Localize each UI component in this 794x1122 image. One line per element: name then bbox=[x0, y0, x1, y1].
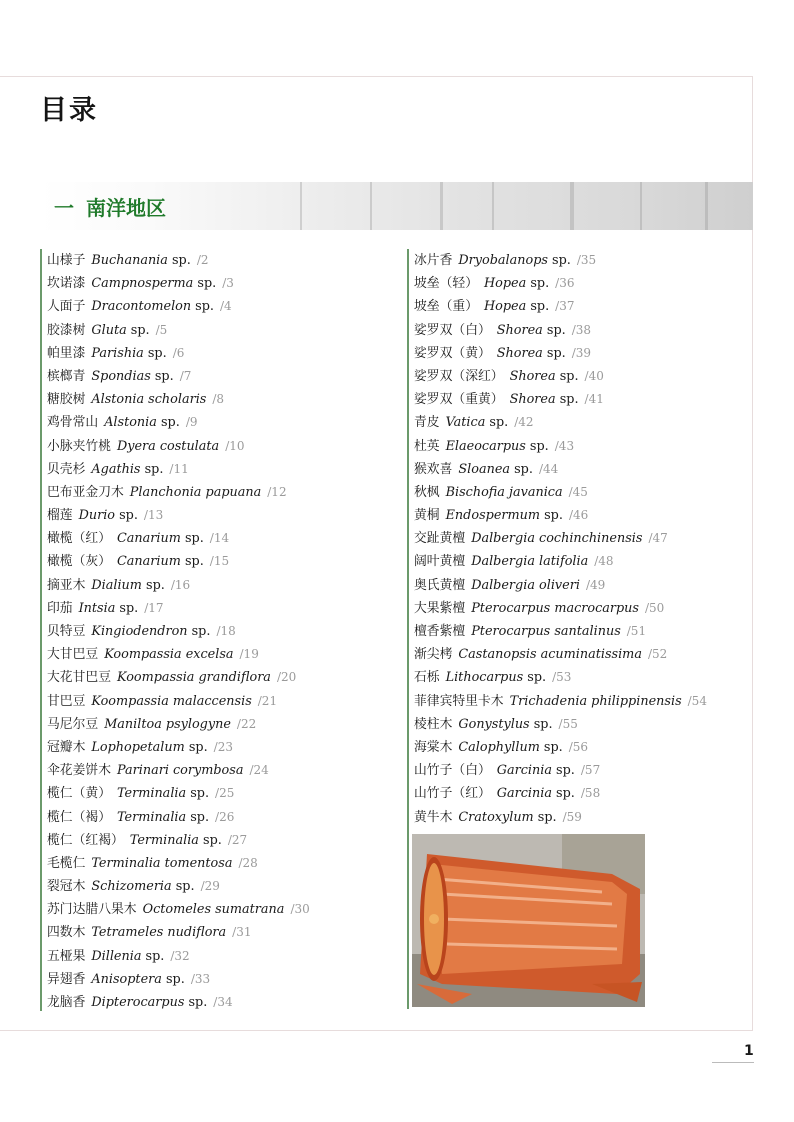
page-title: 目录 bbox=[40, 95, 98, 126]
toc-entry[interactable] bbox=[407, 782, 707, 805]
species-scientific-name: Agathis bbox=[91, 461, 141, 477]
species-suffix: sp. bbox=[551, 763, 575, 779]
species-chinese-name: 菲律宾特里卡木 bbox=[414, 693, 504, 709]
species-suffix: sp. bbox=[143, 345, 167, 361]
toc-entry[interactable] bbox=[40, 945, 310, 968]
species-chinese-name: 马尼尔豆 bbox=[47, 716, 99, 732]
species-suffix: sp. bbox=[551, 786, 575, 802]
page-reference: /6 bbox=[172, 345, 185, 360]
species-suffix: sp. bbox=[156, 415, 180, 431]
section-title: 南洋地区 bbox=[86, 196, 166, 220]
species-chinese-name: 坎诺漆 bbox=[47, 276, 86, 292]
species-scientific-name: Dalbergia oliveri bbox=[471, 577, 580, 593]
species-chinese-name: 毛榄仁 bbox=[47, 855, 86, 871]
toc-entry[interactable] bbox=[40, 342, 310, 365]
page-reference: /44 bbox=[538, 461, 559, 476]
species-scientific-name: Canarium bbox=[116, 554, 181, 570]
page-reference: /47 bbox=[648, 531, 668, 546]
species-suffix: sp. bbox=[547, 253, 571, 268]
species-suffix: sp. bbox=[141, 577, 165, 593]
toc-entry[interactable] bbox=[40, 574, 310, 597]
species-suffix: sp. bbox=[191, 299, 215, 315]
species-scientific-name: Campnosperma bbox=[91, 276, 194, 292]
species-scientific-name: Buchanania bbox=[91, 253, 168, 268]
species-chinese-name: 摘亚木 bbox=[47, 577, 86, 593]
page-reference: /39 bbox=[571, 345, 592, 360]
species-scientific-name: Shorea bbox=[509, 392, 556, 408]
species-chinese-name: 人面子 bbox=[47, 299, 86, 315]
species-chinese-name: 檀香紫檀 bbox=[414, 624, 466, 639]
species-scientific-name: Alstonia bbox=[104, 415, 157, 431]
page-number: 1 bbox=[744, 1043, 754, 1059]
species-scientific-name: Dyera costulata bbox=[116, 438, 220, 454]
page-reference: /9 bbox=[185, 415, 198, 430]
species-suffix: sp. bbox=[167, 253, 191, 268]
species-chinese-name: 交趾黄檀 bbox=[414, 531, 466, 547]
page-reference: /3 bbox=[222, 276, 234, 291]
species-scientific-name: Terminalia bbox=[116, 809, 187, 825]
species-scientific-name: Kingiodendron bbox=[91, 624, 188, 639]
species-suffix: sp. bbox=[523, 670, 547, 686]
species-scientific-name: Intsia bbox=[78, 600, 116, 616]
toc-left-column bbox=[40, 249, 310, 1014]
page-reference: /25 bbox=[215, 786, 235, 801]
toc-entry[interactable] bbox=[40, 782, 310, 805]
species-scientific-name: Castanopsis acuminatissima bbox=[458, 647, 642, 663]
page-reference: /30 bbox=[290, 902, 310, 917]
species-suffix: sp. bbox=[539, 739, 563, 755]
toc-entry[interactable] bbox=[40, 319, 310, 342]
species-chinese-name: 青皮 bbox=[414, 415, 440, 431]
page-reference: /24 bbox=[249, 763, 269, 778]
species-chinese-name: 奥氏黄檀 bbox=[414, 577, 466, 593]
toc-entry[interactable] bbox=[407, 481, 707, 504]
species-chinese-name: 冠瓣木 bbox=[47, 739, 86, 755]
species-suffix: sp. bbox=[180, 554, 204, 570]
toc-entry[interactable] bbox=[40, 806, 310, 829]
species-scientific-name: Schizomeria bbox=[91, 879, 172, 895]
page-reference: /2 bbox=[196, 253, 209, 267]
species-suffix: sp. bbox=[187, 624, 211, 639]
species-scientific-name: Dipterocarpus bbox=[91, 995, 185, 1010]
species-suffix: sp. bbox=[525, 438, 549, 454]
species-scientific-name: Octomeles sumatrana bbox=[142, 902, 285, 918]
species-scientific-name: Koompassia malaccensis bbox=[91, 693, 252, 709]
species-chinese-name: 甘巴豆 bbox=[47, 693, 86, 709]
species-chinese-name: 贝特豆 bbox=[47, 624, 86, 639]
species-suffix: sp. bbox=[115, 508, 138, 524]
species-scientific-name: Dracontomelon bbox=[91, 299, 192, 315]
toc-entry[interactable] bbox=[40, 666, 310, 689]
species-suffix: sp. bbox=[141, 948, 165, 964]
toc-entry[interactable] bbox=[407, 597, 707, 620]
species-chinese-name: 榄仁（红褐） bbox=[47, 832, 124, 848]
page-reference: /53 bbox=[552, 670, 572, 685]
page-reference: /51 bbox=[626, 624, 647, 638]
toc-entry[interactable] bbox=[40, 736, 310, 759]
toc-entry[interactable] bbox=[407, 550, 707, 573]
species-chinese-name: 橄榄（红） bbox=[47, 531, 111, 547]
species-chinese-name: 榄仁（褐） bbox=[47, 809, 111, 825]
species-chinese-name: 杜英 bbox=[414, 438, 440, 454]
species-chinese-name: 坡垒（轻） bbox=[414, 276, 478, 292]
species-suffix: sp. bbox=[510, 461, 533, 477]
species-suffix: sp. bbox=[161, 971, 185, 987]
toc-entry[interactable] bbox=[407, 643, 707, 666]
page-reference: /33 bbox=[190, 971, 211, 986]
species-chinese-name: 榴莲 bbox=[47, 508, 73, 524]
species-chinese-name: 榄仁（黄） bbox=[47, 786, 111, 802]
species-suffix: sp. bbox=[186, 786, 210, 802]
page-reference: /29 bbox=[200, 879, 220, 894]
toc-entry[interactable] bbox=[407, 736, 707, 759]
species-scientific-name: Tetrameles nudiflora bbox=[91, 925, 227, 941]
toc-entry[interactable] bbox=[407, 806, 707, 829]
page-reference: /52 bbox=[647, 647, 668, 662]
page-reference: /48 bbox=[594, 554, 614, 569]
page-reference: /41 bbox=[584, 392, 604, 407]
toc-entry[interactable] bbox=[40, 759, 310, 782]
page-reference: /55 bbox=[558, 716, 578, 731]
species-suffix: sp. bbox=[542, 322, 566, 338]
page-reference: /32 bbox=[170, 948, 190, 963]
species-suffix: sp. bbox=[540, 508, 563, 524]
species-scientific-name: Cratoxylum bbox=[458, 809, 534, 825]
species-scientific-name: Dalbergia cochinchinensis bbox=[471, 531, 643, 547]
species-scientific-name: Koompassia excelsa bbox=[104, 647, 234, 663]
toc-entry[interactable] bbox=[407, 504, 707, 527]
page-reference: /13 bbox=[143, 508, 164, 523]
species-chinese-name: 异翅香 bbox=[47, 971, 86, 987]
toc-entry[interactable] bbox=[407, 527, 707, 550]
toc-entry[interactable] bbox=[407, 574, 707, 597]
section-heading bbox=[54, 192, 166, 221]
species-chinese-name: 海棠木 bbox=[414, 739, 453, 755]
toc-entry[interactable] bbox=[40, 388, 310, 411]
species-chinese-name: 娑罗双（重黄） bbox=[414, 392, 504, 408]
species-scientific-name: Maniltoa psylogyne bbox=[104, 716, 231, 732]
page-reference: /4 bbox=[220, 299, 232, 314]
page-reference: /38 bbox=[571, 322, 592, 337]
species-scientific-name: Pterocarpus santalinus bbox=[471, 624, 621, 639]
species-scientific-name: Spondias bbox=[91, 368, 151, 384]
page-reference: /58 bbox=[580, 786, 601, 801]
species-chinese-name: 秋枫 bbox=[414, 484, 440, 500]
species-chinese-name: 娑罗双（白） bbox=[414, 322, 491, 338]
toc-entry[interactable] bbox=[407, 458, 707, 481]
page-reference: /8 bbox=[212, 392, 225, 407]
page-reference: /10 bbox=[225, 438, 245, 453]
species-chinese-name: 山様子 bbox=[47, 253, 86, 268]
page-reference: /20 bbox=[276, 670, 297, 685]
species-chinese-name: 大甘巴豆 bbox=[47, 647, 99, 663]
species-suffix: sp. bbox=[485, 415, 509, 431]
species-chinese-name: 大花甘巴豆 bbox=[47, 670, 111, 686]
species-chinese-name: 石栎 bbox=[414, 670, 440, 686]
toc-entry[interactable] bbox=[40, 968, 310, 991]
species-scientific-name: Garcinia bbox=[496, 763, 552, 779]
species-chinese-name: 橄榄（灰） bbox=[47, 554, 111, 570]
species-scientific-name: Dalbergia latifolia bbox=[471, 554, 589, 570]
toc-entry[interactable] bbox=[40, 597, 310, 620]
toc-entry[interactable] bbox=[40, 620, 310, 643]
species-scientific-name: Hopea bbox=[483, 276, 527, 292]
page-reference: /11 bbox=[169, 461, 189, 476]
page-reference: /35 bbox=[576, 253, 597, 267]
page-reference: /16 bbox=[170, 577, 191, 592]
species-chinese-name: 小脉夹竹桃 bbox=[47, 438, 111, 454]
toc-entry[interactable] bbox=[407, 759, 707, 782]
species-scientific-name: Koompassia grandiflora bbox=[116, 670, 271, 686]
toc-entry[interactable] bbox=[407, 411, 707, 434]
toc-entry[interactable] bbox=[40, 898, 310, 921]
species-chinese-name: 贝壳杉 bbox=[47, 461, 86, 477]
species-chinese-name: 阔叶黄檀 bbox=[414, 554, 466, 570]
species-scientific-name: Dillenia bbox=[91, 948, 142, 964]
section-number: 一 bbox=[54, 196, 74, 220]
page-reference: /50 bbox=[644, 600, 665, 615]
species-suffix: sp. bbox=[542, 345, 566, 361]
page-reference: /27 bbox=[227, 832, 248, 847]
toc-entry[interactable] bbox=[407, 666, 707, 689]
species-chinese-name: 山竹子（红） bbox=[414, 786, 491, 802]
page-reference: /15 bbox=[209, 554, 230, 569]
page-reference: /31 bbox=[232, 925, 252, 940]
toc-entry[interactable] bbox=[407, 272, 707, 295]
species-scientific-name: Durio bbox=[78, 508, 116, 524]
species-scientific-name: Parinari corymbosa bbox=[116, 763, 244, 779]
toc-entry[interactable] bbox=[40, 690, 310, 713]
toc-entry[interactable] bbox=[407, 620, 707, 643]
page-reference: /5 bbox=[155, 322, 168, 337]
species-scientific-name: Lophopetalum bbox=[91, 739, 185, 755]
species-scientific-name: Gonystylus bbox=[458, 716, 530, 732]
species-chinese-name: 猴欢喜 bbox=[414, 461, 453, 477]
species-suffix: sp. bbox=[171, 879, 195, 895]
toc-entry[interactable] bbox=[407, 365, 707, 388]
species-chinese-name: 冰片香 bbox=[414, 253, 453, 268]
page-reference: /36 bbox=[555, 276, 575, 291]
toc-entry[interactable] bbox=[40, 249, 310, 272]
toc-entry[interactable] bbox=[407, 319, 707, 342]
species-suffix: sp. bbox=[150, 368, 174, 384]
species-scientific-name: Canarium bbox=[116, 531, 181, 547]
toc-entry[interactable] bbox=[407, 249, 707, 272]
species-scientific-name: Sloanea bbox=[458, 461, 511, 477]
species-chinese-name: 娑罗双（黄） bbox=[414, 345, 491, 361]
toc-entry[interactable] bbox=[40, 852, 310, 875]
species-chinese-name: 山竹子（白） bbox=[414, 763, 491, 779]
species-suffix: sp. bbox=[184, 995, 208, 1010]
species-scientific-name: Planchonia papuana bbox=[129, 484, 262, 500]
toc-entry[interactable] bbox=[407, 435, 707, 458]
page-reference: /28 bbox=[238, 855, 258, 870]
species-suffix: sp. bbox=[555, 368, 579, 384]
species-suffix: sp. bbox=[126, 322, 150, 338]
page-reference: /56 bbox=[568, 739, 589, 754]
species-chinese-name: 帕里漆 bbox=[47, 345, 86, 361]
species-scientific-name: Parishia bbox=[91, 345, 144, 361]
species-suffix: sp. bbox=[526, 299, 550, 315]
species-chinese-name: 四数木 bbox=[47, 925, 86, 941]
toc-entry[interactable] bbox=[40, 272, 310, 295]
page-reference: /45 bbox=[568, 484, 588, 499]
species-scientific-name: Shorea bbox=[496, 345, 543, 361]
toc-entry[interactable] bbox=[40, 481, 310, 504]
toc-entry[interactable] bbox=[40, 991, 310, 1014]
toc-entry[interactable] bbox=[407, 690, 707, 713]
page-reference: /42 bbox=[514, 415, 534, 430]
page-reference: /22 bbox=[236, 716, 257, 731]
page-reference: /49 bbox=[585, 577, 606, 592]
species-chinese-name: 裂冠木 bbox=[47, 879, 86, 895]
toc-entry[interactable] bbox=[40, 458, 310, 481]
species-scientific-name: Terminalia bbox=[129, 832, 199, 848]
page-reference: /26 bbox=[215, 809, 235, 824]
species-scientific-name: Hopea bbox=[483, 299, 527, 315]
toc-entry[interactable] bbox=[40, 435, 310, 458]
species-chinese-name: 大果紫檀 bbox=[414, 600, 466, 616]
species-suffix: sp. bbox=[180, 531, 204, 547]
toc-entry[interactable] bbox=[40, 921, 310, 944]
species-suffix: sp. bbox=[115, 600, 139, 616]
page-reference: /19 bbox=[239, 647, 259, 662]
log-photo bbox=[412, 834, 645, 1007]
species-chinese-name: 苏门达腊八果木 bbox=[47, 902, 137, 918]
species-scientific-name: Dryobalanops bbox=[458, 253, 548, 268]
species-scientific-name: Alstonia scholaris bbox=[91, 392, 207, 408]
species-chinese-name: 胶漆树 bbox=[47, 322, 86, 338]
species-chinese-name: 伞花姜饼木 bbox=[47, 763, 111, 779]
toc-entry[interactable] bbox=[40, 527, 310, 550]
page-reference: /43 bbox=[554, 438, 575, 453]
species-scientific-name: Terminalia tomentosa bbox=[91, 855, 233, 871]
species-chinese-name: 棱柱木 bbox=[414, 716, 453, 732]
species-chinese-name: 五桠果 bbox=[47, 948, 86, 964]
page-reference: /59 bbox=[562, 809, 582, 824]
species-scientific-name: Calophyllum bbox=[458, 739, 540, 755]
page-number-rule bbox=[712, 1062, 754, 1063]
species-suffix: sp. bbox=[193, 276, 217, 292]
page-reference: /34 bbox=[213, 995, 233, 1009]
species-scientific-name: Endospermum bbox=[445, 508, 541, 524]
species-suffix: sp. bbox=[184, 739, 208, 755]
species-scientific-name: Shorea bbox=[509, 368, 556, 384]
toc-entry[interactable] bbox=[40, 411, 310, 434]
species-suffix: sp. bbox=[526, 276, 550, 292]
species-scientific-name: Vatica bbox=[445, 415, 486, 431]
species-chinese-name: 印茄 bbox=[47, 600, 73, 616]
page-reference: /7 bbox=[179, 368, 192, 383]
species-chinese-name: 巴布亚金刀木 bbox=[47, 484, 124, 500]
toc-entry[interactable] bbox=[40, 295, 310, 318]
species-scientific-name: Bischofia javanica bbox=[445, 484, 563, 500]
toc-entry[interactable] bbox=[40, 875, 310, 898]
species-scientific-name: Anisoptera bbox=[91, 971, 162, 987]
species-chinese-name: 娑罗双（深红） bbox=[414, 368, 504, 384]
species-suffix: sp. bbox=[529, 716, 553, 732]
toc-entry[interactable] bbox=[407, 295, 707, 318]
species-scientific-name: Pterocarpus macrocarpus bbox=[471, 600, 639, 616]
page-reference: /21 bbox=[257, 693, 278, 708]
toc-entry[interactable] bbox=[40, 504, 310, 527]
toc-entry[interactable] bbox=[40, 829, 310, 852]
page-reference: /40 bbox=[584, 368, 604, 383]
species-chinese-name: 渐尖栲 bbox=[414, 647, 453, 663]
toc-right-column bbox=[407, 249, 707, 829]
species-chinese-name: 黄桐 bbox=[414, 508, 440, 524]
species-suffix: sp. bbox=[186, 809, 210, 825]
species-scientific-name: Terminalia bbox=[116, 786, 187, 802]
species-scientific-name: Shorea bbox=[496, 322, 543, 338]
species-suffix: sp. bbox=[533, 809, 557, 825]
species-chinese-name: 糖胶树 bbox=[47, 392, 86, 408]
page-reference: /46 bbox=[568, 508, 589, 523]
page-reference: /14 bbox=[209, 531, 230, 546]
species-scientific-name: Trichadenia philippinensis bbox=[509, 693, 682, 709]
species-chinese-name: 坡垒（重） bbox=[414, 299, 478, 315]
species-suffix: sp. bbox=[140, 461, 164, 477]
species-chinese-name: 槟榔青 bbox=[47, 368, 86, 384]
toc-entry[interactable] bbox=[407, 713, 707, 736]
species-scientific-name: Dialium bbox=[91, 577, 142, 593]
toc-entry[interactable] bbox=[40, 643, 310, 666]
page-reference: /23 bbox=[213, 739, 233, 754]
page-reference: /54 bbox=[687, 693, 707, 708]
toc-entry[interactable] bbox=[40, 713, 310, 736]
species-scientific-name: Gluta bbox=[91, 322, 127, 338]
toc-entry[interactable] bbox=[40, 550, 310, 573]
species-chinese-name: 龙脑香 bbox=[47, 995, 86, 1010]
species-chinese-name: 鸡骨常山 bbox=[47, 415, 99, 431]
page-reference: /18 bbox=[216, 624, 236, 638]
species-suffix: sp. bbox=[555, 392, 579, 408]
species-suffix: sp. bbox=[198, 832, 222, 848]
page-reference: /37 bbox=[555, 299, 575, 314]
species-chinese-name: 黄牛木 bbox=[414, 809, 453, 825]
species-scientific-name: Elaeocarpus bbox=[445, 438, 526, 454]
page-reference: /17 bbox=[144, 600, 164, 615]
species-scientific-name: Lithocarpus bbox=[445, 670, 524, 686]
toc-entry[interactable] bbox=[407, 388, 707, 411]
page-reference: /57 bbox=[580, 763, 601, 778]
species-scientific-name: Garcinia bbox=[496, 786, 552, 802]
page-reference: /12 bbox=[267, 484, 287, 499]
toc-entry[interactable] bbox=[407, 342, 707, 365]
toc-entry[interactable] bbox=[40, 365, 310, 388]
